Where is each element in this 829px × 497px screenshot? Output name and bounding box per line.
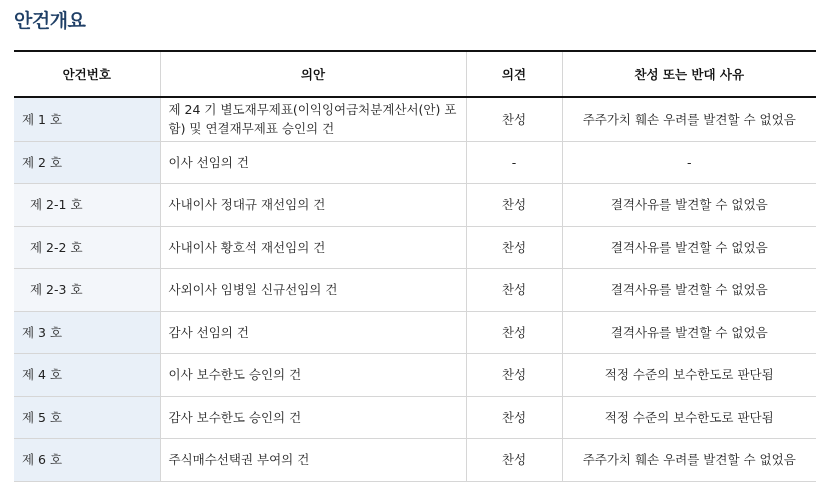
agenda-item: 사내이사 황호석 재선임의 건: [160, 226, 466, 268]
agenda-reason: -: [562, 141, 816, 183]
table-row: [14, 268, 816, 311]
header-opinion: 의견: [466, 51, 562, 97]
table-row: [14, 353, 816, 396]
table-header-row: [14, 51, 816, 97]
header-agenda-number: 안건번호: [14, 51, 160, 97]
agenda-number: 제 2-2 호: [14, 226, 160, 268]
agenda-reason: 주주가치 훼손 우려를 발견할 수 없었음: [562, 438, 816, 481]
agenda-item: 주식매수선택권 부여의 건: [160, 438, 466, 481]
agenda-opinion: 찬성: [466, 226, 562, 268]
table-row: [14, 396, 816, 438]
agenda-reason: 적정 수준의 보수한도로 판단됨: [562, 396, 816, 438]
agenda-number: 제 2-3 호: [14, 268, 160, 311]
agenda-opinion: 찬성: [466, 311, 562, 353]
agenda-number: 제 2 호: [14, 141, 160, 183]
agenda-opinion: 찬성: [466, 396, 562, 438]
agenda-number: 제 2-1 호: [14, 183, 160, 226]
agenda-item: 제 24 기 별도재무제표(이익잉여금처분계산서(안) 포함) 및 연결재무제표 승인의 건: [160, 97, 466, 141]
agenda-item: 이사 선임의 건: [160, 141, 466, 183]
agenda-opinion: 찬성: [466, 183, 562, 226]
agenda-opinion: -: [466, 141, 562, 183]
agenda-number: 제 6 호: [14, 438, 160, 481]
table-row: [14, 97, 816, 141]
agenda-number: 제 1 호: [14, 97, 160, 141]
agenda-item: 감사 보수한도 승인의 건: [160, 396, 466, 438]
agenda-reason: 결격사유를 발견할 수 없었음: [562, 226, 816, 268]
agenda-item: 감사 선임의 건: [160, 311, 466, 353]
agenda-opinion: 찬성: [466, 97, 562, 141]
table-row: [14, 438, 816, 481]
table-row: [14, 183, 816, 226]
agenda-number: 제 5 호: [14, 396, 160, 438]
agenda-item: 사내이사 정대규 재선임의 건: [160, 183, 466, 226]
agenda-number: 제 4 호: [14, 353, 160, 396]
agenda-number: 제 3 호: [14, 311, 160, 353]
table-row: [14, 311, 816, 353]
agenda-reason: 결격사유를 발견할 수 없었음: [562, 183, 816, 226]
table-row: [14, 226, 816, 268]
agenda-reason: 결격사유를 발견할 수 없었음: [562, 311, 816, 353]
agenda-item: 사외이사 임병일 신규선임의 건: [160, 268, 466, 311]
agenda-opinion: 찬성: [466, 353, 562, 396]
page-title: 안건개요: [14, 10, 86, 32]
agenda-item: 이사 보수한도 승인의 건: [160, 353, 466, 396]
agenda-reason: 적정 수준의 보수한도로 판단됨: [562, 353, 816, 396]
agenda-opinion: 찬성: [466, 438, 562, 481]
header-reason: 찬성 또는 반대 사유: [562, 51, 816, 97]
header-agenda-item: 의안: [160, 51, 466, 97]
agenda-reason: 결격사유를 발견할 수 없었음: [562, 268, 816, 311]
agenda-opinion: 찬성: [466, 268, 562, 311]
agenda-reason: 주주가치 훼손 우려를 발견할 수 없었음: [562, 97, 816, 141]
table-row: [14, 141, 816, 183]
agenda-table: [14, 50, 816, 482]
